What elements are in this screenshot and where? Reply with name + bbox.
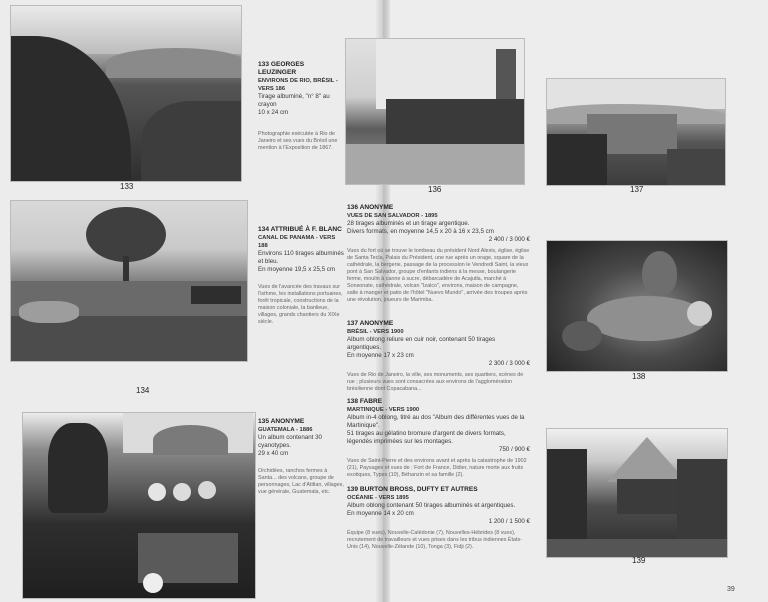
lot-136-entry (347, 204, 530, 304)
lot-138-line2: 51 tirages au gélatino bromure d'argent de divers formats, légendés imprimées sur les montages. (347, 430, 506, 445)
photo-lot-137 (546, 78, 726, 186)
lot-137-line1: Album oblong reliure en cuir noir, contenant 50 tirages argentiques. (347, 336, 496, 351)
lot-136-subtitle: VUES DE SAN SALVADOR - 1895 (347, 213, 438, 219)
photo-lot-136 (345, 38, 525, 185)
lot-139-subtitle: OCÉANIE - VERS 1895 (347, 495, 409, 501)
photo-lot-135 (22, 412, 256, 599)
lot-133-line2: 10 x 24 cm (258, 109, 289, 116)
lot-138-heading: 138 FABRE (347, 398, 383, 405)
photo-lot-134 (10, 200, 248, 362)
lot-138-line1: Album in-4 oblong, titré au dos "Album des différentes vues de la Martinique". (347, 414, 525, 429)
photo-caption-139: 139 (632, 556, 646, 565)
lot-135-heading: 135 ANONYME (258, 418, 305, 425)
lot-136-estimate: 2 400 / 3 000 € (488, 236, 530, 243)
photo-caption-138: 138 (632, 372, 646, 381)
lot-139-line2: En moyenne 14 x 20 cm (347, 510, 414, 517)
photo-caption-136: 136 (428, 185, 442, 194)
photo-caption-137: 137 (630, 185, 644, 194)
lot-135-subtitle: GUATEMALA - 1886 (258, 427, 313, 433)
lot-133-notes: Photographie exécutée à Rio de Janeiro et ses vues du Brésil une mention à l'Exposition de 1867. (258, 131, 338, 151)
lot-138-estimate: 750 / 900 € (499, 446, 530, 453)
lot-136-heading: 136 ANONYME (347, 204, 394, 211)
lot-135-entry (258, 418, 344, 496)
lot-138-notes: Vues de Saint-Pierre et des environs avant et après la catastrophe de 1902 (21), Paysages et vues de : Fort de France, Didier, nature morte aux fruits exotiques, Types (10), Béhanzin et sa famille (2). (347, 458, 527, 478)
lot-137-subtitle: BRÉSIL - VERS 1900 (347, 329, 404, 335)
lot-137-estimate: 2 300 / 3 000 € (488, 360, 530, 367)
lot-134-notes: Vues de l'avancée des travaux sur l'isthme, les installations portuaires, forêt tropicale, constructions de la maison coloniale, la banlieue, villages, grands chantiers du XIXe siècle. (258, 284, 343, 325)
lot-133-subtitle: ENVIRONS DE RIO, BRÉSIL - VERS 186 (258, 78, 338, 92)
lot-139-notes: Équipe (8 vues), Nouvelle-Calédonie (7), Nouvelles-Hébrides (8 vues), recrutement de travailleurs et vues prises dans les tribus indiennes États-Unis (14), Nouvelle-Zélande (10), Tonga (3), Fidji (2). (347, 530, 522, 550)
lot-136-line2: Divers formats, en moyenne 14,5 x 20 à 16 x 23,5 cm (347, 228, 494, 235)
lot-134-heading: 134 ATTRIBUÉ À F. BLANC (258, 226, 342, 233)
lot-133-line1: Tirage albuminé, "n° 8" au crayon (258, 93, 330, 108)
photo-lot-133 (10, 5, 242, 182)
lot-139-estimate: 1 200 / 1 500 € (488, 518, 530, 525)
photo-caption-134: 134 (136, 386, 150, 395)
lot-136-notes: Vues du fort où se trouve le tombeau du président Nord Alexis, église, église de Santa Tecla, Palais du Président, une rue après un orage, square de la cathédrale, la bergerie, passage de la procession le Vendredi Saint, la vieux pont à San Salvador, groupe d'enfants indiens à la messe, boulangerie ferme, moulin à canne à sucre, débarcadère de Acajutla, marché à Sonsonate, cathédrale, volcan "Izalco", environs, maison de campagne, salle à manger et patio de l'hôtel "Nuevo Mundo", arrivée des troupes après une révolution, joueurs de Marimba. (347, 248, 530, 303)
lot-135-line1: Un album contenant 30 cyanotypes. (258, 434, 322, 449)
lot-133-entry (258, 61, 344, 152)
lot-139-entry (347, 486, 530, 551)
photo-caption-133: 133 (120, 182, 134, 191)
lot-135-notes: Orchidées, ranchos fermes à Santa... des volcans, groupe de personnages, Lac d'Atitlan, villages, vue générale, Guatemala, etc. (258, 468, 344, 495)
lot-136-line1: 28 tirages albuminés et un tirage argentique. (347, 220, 470, 227)
lot-134-entry (258, 226, 344, 326)
lot-138-subtitle: MARTINIQUE - VERS 1900 (347, 407, 420, 413)
lot-134-line2: En moyenne 19,5 x 25,5 cm (258, 266, 336, 273)
lot-135-line2: 29 x 40 cm (258, 450, 289, 457)
lot-137-heading: 137 ANONYME (347, 320, 394, 327)
lot-134-subtitle: CANAL DE PANAMA - VERS 188 (258, 235, 336, 249)
lot-138-entry (347, 398, 530, 479)
photo-lot-139 (546, 428, 728, 558)
lot-134-line1: Environs 110 tirages albuminés et bleu. (258, 250, 344, 265)
lot-139-heading: 139 BURTON BROSS, DUFTY ET AUTRES (347, 486, 478, 493)
photo-lot-138 (546, 240, 728, 372)
lot-137-notes: Vues de Rio de Janeiro, la ville, ses monuments, ses quartiers, scènes de rue ; plusieurs vues sont consacrées aux environs de l'agglomération brésilienne dont Copacabana... (347, 372, 524, 392)
lot-133-heading: 133 GEORGES LEUZINGER (258, 61, 305, 76)
lot-139-line1: Album oblong contenant 50 tirages albuminés et argentiques. (347, 502, 516, 509)
lot-137-entry (347, 320, 530, 393)
page-number: 39 (727, 586, 735, 593)
lot-137-line2: En moyenne 17 x 23 cm (347, 352, 414, 359)
